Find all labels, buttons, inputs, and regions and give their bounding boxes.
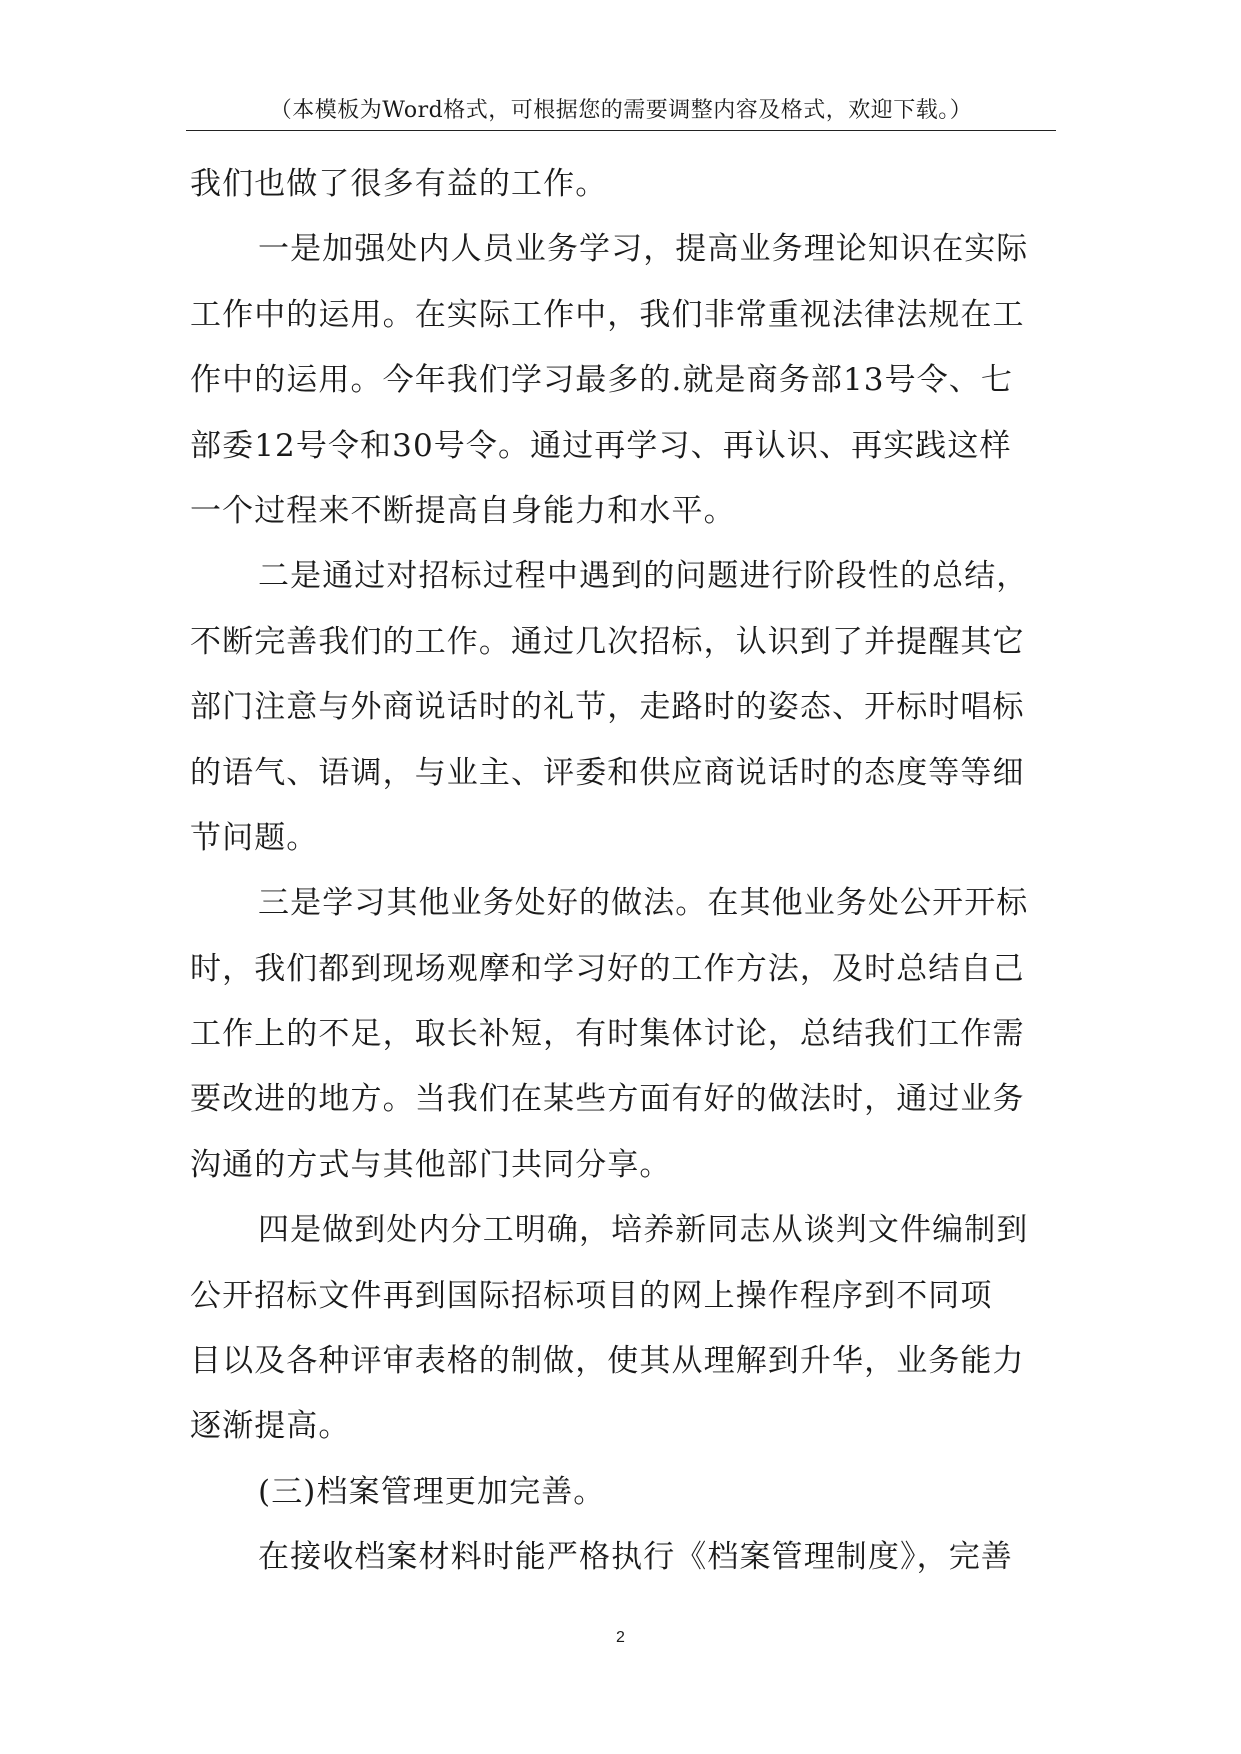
- text-line: 的语气、语调，与业主、评委和供应商说话时的态度等等细: [190, 754, 1025, 791]
- text-line: 三是学习其他业务处好的做法。在其他业务处公开开标: [258, 885, 1029, 922]
- text-line: 时，我们都到现场观摩和学习好的工作方法，及时总结自己: [190, 950, 1025, 987]
- text-line: 工作上的不足，取长补短，有时集体讨论，总结我们工作需: [190, 1016, 1025, 1053]
- text-line: 逐渐提高。: [190, 1408, 351, 1445]
- body-text: [190, 152, 1060, 1591]
- text-line: 一个过程来不断提高自身能力和水平。: [190, 492, 736, 529]
- text-line: 部委12号令和30号令。通过再学习、再认识、再实践这样: [190, 427, 1012, 464]
- text-line: 沟通的方式与其他部门共同分享。: [190, 1146, 672, 1183]
- text-line: 节问题。: [190, 819, 319, 856]
- text-line: 作中的运用。今年我们学习最多的.就是商务部13号令、七: [190, 362, 1013, 399]
- text-line: 不断完善我们的工作。通过几次招标，认识到了并提醒其它: [190, 623, 1025, 660]
- header-divider: [186, 130, 1056, 131]
- text-line: 一是加强处内人员业务学习，提高业务理论知识在实际: [258, 231, 1029, 268]
- text-line: 公开招标文件再到国际招标项目的网上操作程序到不同项: [190, 1277, 993, 1314]
- text-line: (三)档案管理更加完善。: [258, 1473, 606, 1510]
- text-line: 二是通过对招标过程中遇到的问题进行阶段性的总结，: [258, 558, 1029, 595]
- text-line: 我们也做了很多有益的工作。: [190, 166, 608, 202]
- text-line: 目以及各种评审表格的制做，使其从理解到升华，业务能力: [190, 1343, 1025, 1380]
- page-header-note: （本模板为Word格式，可根据您的需要调整内容及格式，欢迎下载。）: [269, 98, 973, 123]
- page-number: 2: [616, 1629, 625, 1646]
- text-line: 要改进的地方。当我们在某些方面有好的做法时，通过业务: [190, 1081, 1025, 1118]
- text-line: 部门注意与外商说话时的礼节，走路时的姿态、开标时唱标: [190, 689, 1025, 726]
- text-line: 四是做到处内分工明确，培养新同志从谈判文件编制到: [258, 1212, 1029, 1249]
- text-line: 工作中的运用。在实际工作中，我们非常重视法律法规在工: [190, 296, 1025, 333]
- text-line: 在接收档案材料时能严格执行《档案管理制度》，完善: [258, 1539, 1013, 1576]
